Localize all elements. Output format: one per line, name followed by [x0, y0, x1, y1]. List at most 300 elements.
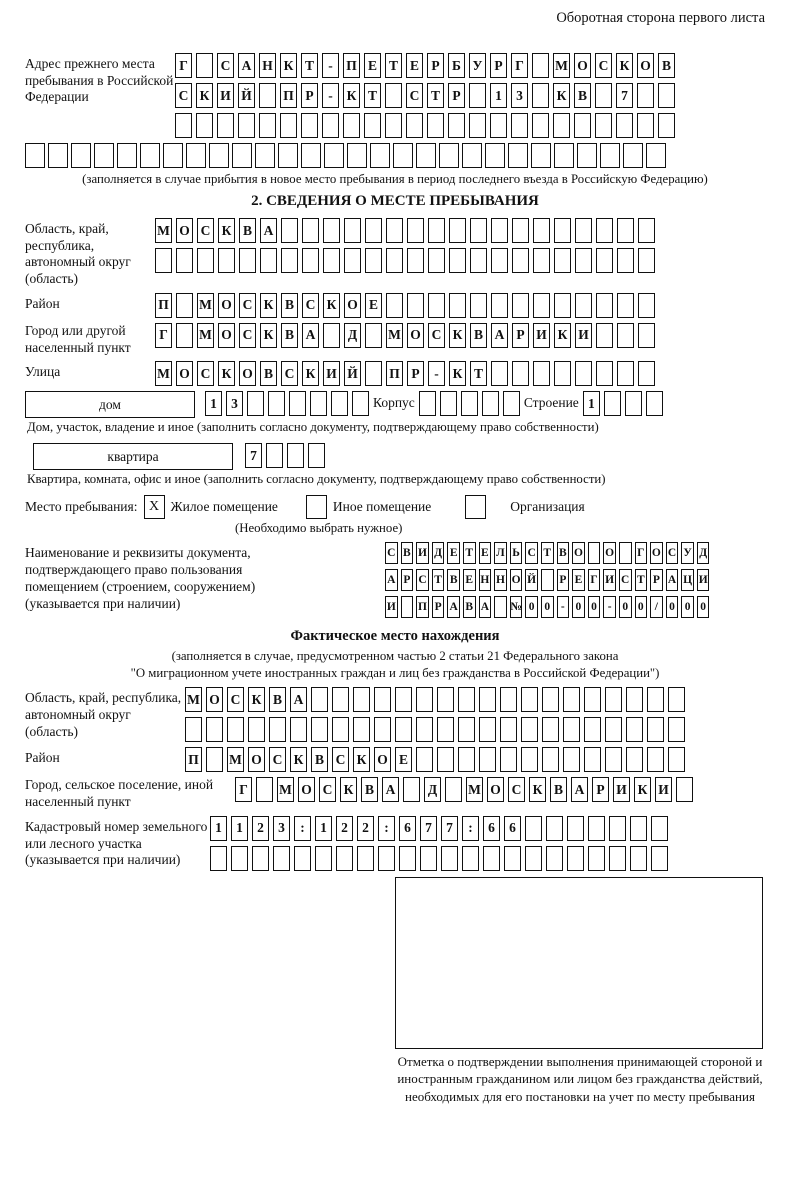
- char-cell[interactable]: С: [217, 53, 234, 78]
- char-cell[interactable]: [479, 717, 496, 742]
- char-cell[interactable]: 3: [511, 83, 528, 108]
- char-cell[interactable]: Й: [238, 83, 255, 108]
- char-cell[interactable]: 0: [697, 596, 710, 618]
- char-cell[interactable]: С: [239, 293, 256, 318]
- char-cell[interactable]: В: [574, 83, 591, 108]
- char-cell[interactable]: А: [238, 53, 255, 78]
- char-cell[interactable]: А: [302, 323, 319, 348]
- char-cell[interactable]: О: [206, 687, 223, 712]
- char-cell[interactable]: В: [260, 361, 277, 386]
- char-cell[interactable]: О: [374, 747, 391, 772]
- char-cell[interactable]: [668, 747, 685, 772]
- char-cell[interactable]: В: [239, 218, 256, 243]
- char-cell[interactable]: К: [449, 361, 466, 386]
- char-cell[interactable]: [347, 143, 367, 168]
- char-cell[interactable]: Р: [401, 569, 414, 591]
- char-cell[interactable]: [238, 113, 255, 138]
- char-cell[interactable]: А: [571, 777, 588, 802]
- char-cell[interactable]: [638, 218, 655, 243]
- char-cell[interactable]: [575, 293, 592, 318]
- char-cell[interactable]: [428, 293, 445, 318]
- char-cell[interactable]: Р: [301, 83, 318, 108]
- char-cell[interactable]: К: [553, 83, 570, 108]
- char-cell[interactable]: [385, 113, 402, 138]
- char-cell[interactable]: [449, 218, 466, 243]
- char-cell[interactable]: [554, 293, 571, 318]
- char-cell[interactable]: [386, 248, 403, 273]
- char-cell[interactable]: [232, 143, 252, 168]
- char-cell[interactable]: Р: [448, 83, 465, 108]
- char-cell[interactable]: [546, 816, 563, 841]
- char-cell[interactable]: 1: [583, 391, 600, 416]
- char-cell[interactable]: [617, 323, 634, 348]
- char-cell[interactable]: Д: [344, 323, 361, 348]
- char-cell[interactable]: [546, 846, 563, 871]
- char-cell[interactable]: [638, 361, 655, 386]
- char-cell[interactable]: [445, 777, 462, 802]
- char-cell[interactable]: С: [302, 293, 319, 318]
- char-cell[interactable]: [403, 777, 420, 802]
- char-cell[interactable]: В: [658, 53, 675, 78]
- char-cell[interactable]: С: [281, 361, 298, 386]
- char-cell[interactable]: О: [407, 323, 424, 348]
- char-cell[interactable]: М: [155, 218, 172, 243]
- char-cell[interactable]: Д: [424, 777, 441, 802]
- char-cell[interactable]: [176, 248, 193, 273]
- char-cell[interactable]: [365, 323, 382, 348]
- char-cell[interactable]: [470, 248, 487, 273]
- char-cell[interactable]: 6: [483, 816, 500, 841]
- char-cell[interactable]: [563, 717, 580, 742]
- char-cell[interactable]: [462, 846, 479, 871]
- char-cell[interactable]: [605, 747, 622, 772]
- char-cell[interactable]: [48, 143, 68, 168]
- char-cell[interactable]: С: [416, 569, 429, 591]
- char-cell[interactable]: [577, 143, 597, 168]
- char-cell[interactable]: [206, 747, 223, 772]
- char-cell[interactable]: [554, 143, 574, 168]
- char-cell[interactable]: Н: [494, 569, 507, 591]
- char-cell[interactable]: [206, 717, 223, 742]
- char-cell[interactable]: [370, 143, 390, 168]
- char-cell[interactable]: [596, 293, 613, 318]
- char-cell[interactable]: [521, 747, 538, 772]
- char-cell[interactable]: С: [385, 542, 398, 564]
- char-cell[interactable]: [395, 687, 412, 712]
- char-cell[interactable]: [504, 846, 521, 871]
- char-cell[interactable]: [531, 143, 551, 168]
- char-cell[interactable]: [605, 717, 622, 742]
- char-cell[interactable]: Т: [432, 569, 445, 591]
- char-cell[interactable]: [575, 361, 592, 386]
- char-cell[interactable]: [511, 113, 528, 138]
- char-cell[interactable]: [378, 846, 395, 871]
- char-cell[interactable]: К: [554, 323, 571, 348]
- char-cell[interactable]: С: [269, 747, 286, 772]
- char-cell[interactable]: К: [218, 361, 235, 386]
- char-cell[interactable]: М: [185, 687, 202, 712]
- char-cell[interactable]: [469, 113, 486, 138]
- char-cell[interactable]: [470, 293, 487, 318]
- char-cell[interactable]: [676, 777, 693, 802]
- char-cell[interactable]: [353, 687, 370, 712]
- char-cell[interactable]: С: [227, 687, 244, 712]
- char-cell[interactable]: [427, 113, 444, 138]
- char-cell[interactable]: С: [197, 361, 214, 386]
- char-cell[interactable]: И: [575, 323, 592, 348]
- char-cell[interactable]: П: [416, 596, 429, 618]
- char-cell[interactable]: [575, 218, 592, 243]
- char-cell[interactable]: [252, 846, 269, 871]
- char-cell[interactable]: 0: [588, 596, 601, 618]
- char-cell[interactable]: [163, 143, 183, 168]
- char-cell[interactable]: [255, 143, 275, 168]
- char-cell[interactable]: [440, 391, 457, 416]
- char-cell[interactable]: [416, 747, 433, 772]
- char-cell[interactable]: С: [525, 542, 538, 564]
- char-cell[interactable]: [280, 113, 297, 138]
- char-cell[interactable]: С: [175, 83, 192, 108]
- char-cell[interactable]: [616, 113, 633, 138]
- char-cell[interactable]: Е: [479, 542, 492, 564]
- char-cell[interactable]: А: [491, 323, 508, 348]
- char-cell[interactable]: [210, 846, 227, 871]
- char-cell[interactable]: Б: [448, 53, 465, 78]
- char-cell[interactable]: [567, 846, 584, 871]
- char-cell[interactable]: Н: [259, 53, 276, 78]
- char-cell[interactable]: 0: [681, 596, 694, 618]
- char-cell[interactable]: [617, 293, 634, 318]
- char-cell[interactable]: [541, 569, 554, 591]
- char-cell[interactable]: Н: [479, 569, 492, 591]
- char-cell[interactable]: В: [269, 687, 286, 712]
- char-cell[interactable]: Г: [588, 569, 601, 591]
- char-cell[interactable]: [439, 143, 459, 168]
- char-cell[interactable]: [461, 391, 478, 416]
- char-cell[interactable]: [437, 717, 454, 742]
- char-cell[interactable]: [508, 143, 528, 168]
- char-cell[interactable]: [470, 218, 487, 243]
- char-cell[interactable]: О: [248, 747, 265, 772]
- char-cell[interactable]: Д: [432, 542, 445, 564]
- char-cell[interactable]: Д: [697, 542, 710, 564]
- char-cell[interactable]: [512, 218, 529, 243]
- char-cell[interactable]: [324, 143, 344, 168]
- char-cell[interactable]: 1: [490, 83, 507, 108]
- char-cell[interactable]: [268, 391, 285, 416]
- char-cell[interactable]: [668, 687, 685, 712]
- char-cell[interactable]: 1: [231, 816, 248, 841]
- char-cell[interactable]: 0: [635, 596, 648, 618]
- char-cell[interactable]: [239, 248, 256, 273]
- char-cell[interactable]: [269, 717, 286, 742]
- char-cell[interactable]: Й: [525, 569, 538, 591]
- char-cell[interactable]: П: [185, 747, 202, 772]
- char-cell[interactable]: [260, 248, 277, 273]
- char-cell[interactable]: [176, 323, 193, 348]
- char-cell[interactable]: [259, 113, 276, 138]
- char-cell[interactable]: [626, 687, 643, 712]
- char-cell[interactable]: [352, 391, 369, 416]
- char-cell[interactable]: [512, 293, 529, 318]
- char-cell[interactable]: [638, 248, 655, 273]
- char-cell[interactable]: [310, 391, 327, 416]
- char-cell[interactable]: [94, 143, 114, 168]
- char-cell[interactable]: [554, 218, 571, 243]
- char-cell[interactable]: [668, 717, 685, 742]
- char-cell[interactable]: [584, 687, 601, 712]
- char-cell[interactable]: [609, 846, 626, 871]
- char-cell[interactable]: Е: [447, 542, 460, 564]
- char-cell[interactable]: К: [343, 83, 360, 108]
- char-cell[interactable]: [500, 687, 517, 712]
- char-cell[interactable]: [266, 443, 283, 468]
- char-cell[interactable]: [588, 846, 605, 871]
- char-cell[interactable]: [155, 248, 172, 273]
- char-cell[interactable]: И: [697, 569, 710, 591]
- char-cell[interactable]: [532, 83, 549, 108]
- char-cell[interactable]: 0: [541, 596, 554, 618]
- char-cell[interactable]: В: [361, 777, 378, 802]
- char-cell[interactable]: [482, 391, 499, 416]
- char-cell[interactable]: С: [239, 323, 256, 348]
- char-cell[interactable]: Е: [395, 747, 412, 772]
- char-cell[interactable]: [401, 596, 414, 618]
- char-cell[interactable]: [117, 143, 137, 168]
- char-cell[interactable]: 7: [616, 83, 633, 108]
- char-cell[interactable]: К: [280, 53, 297, 78]
- char-cell[interactable]: О: [218, 323, 235, 348]
- char-cell[interactable]: [448, 113, 465, 138]
- char-cell[interactable]: К: [449, 323, 466, 348]
- char-cell[interactable]: [512, 361, 529, 386]
- char-cell[interactable]: Е: [365, 293, 382, 318]
- char-cell[interactable]: [393, 143, 413, 168]
- char-cell[interactable]: С: [197, 218, 214, 243]
- char-cell[interactable]: [311, 687, 328, 712]
- char-cell[interactable]: П: [343, 53, 360, 78]
- char-cell[interactable]: К: [260, 293, 277, 318]
- char-cell[interactable]: О: [344, 293, 361, 318]
- char-cell[interactable]: [176, 293, 193, 318]
- char-cell[interactable]: И: [655, 777, 672, 802]
- char-cell[interactable]: [532, 113, 549, 138]
- char-cell[interactable]: 6: [399, 816, 416, 841]
- char-cell[interactable]: [533, 248, 550, 273]
- char-cell[interactable]: А: [385, 569, 398, 591]
- char-cell[interactable]: [617, 248, 634, 273]
- char-cell[interactable]: [428, 218, 445, 243]
- char-cell[interactable]: И: [416, 542, 429, 564]
- char-cell[interactable]: [343, 113, 360, 138]
- char-cell[interactable]: [416, 143, 436, 168]
- char-cell[interactable]: [289, 391, 306, 416]
- char-cell[interactable]: 2: [252, 816, 269, 841]
- char-cell[interactable]: С: [619, 569, 632, 591]
- char-cell[interactable]: Е: [406, 53, 423, 78]
- char-cell[interactable]: М: [227, 747, 244, 772]
- char-cell[interactable]: [399, 846, 416, 871]
- char-cell[interactable]: [256, 777, 273, 802]
- char-cell[interactable]: О: [650, 542, 663, 564]
- char-cell[interactable]: [259, 83, 276, 108]
- char-cell[interactable]: Т: [427, 83, 444, 108]
- char-cell[interactable]: [638, 293, 655, 318]
- char-cell[interactable]: У: [681, 542, 694, 564]
- char-cell[interactable]: :: [378, 816, 395, 841]
- char-cell[interactable]: [290, 717, 307, 742]
- char-cell[interactable]: С: [406, 83, 423, 108]
- char-cell[interactable]: [332, 687, 349, 712]
- char-cell[interactable]: [521, 687, 538, 712]
- char-cell[interactable]: [647, 687, 664, 712]
- char-cell[interactable]: А: [666, 569, 679, 591]
- char-cell[interactable]: [500, 717, 517, 742]
- char-cell[interactable]: Ь: [510, 542, 523, 564]
- char-cell[interactable]: 2: [336, 816, 353, 841]
- char-cell[interactable]: Е: [364, 53, 381, 78]
- stay-type-checkbox-organization[interactable]: [465, 495, 486, 519]
- char-cell[interactable]: [365, 248, 382, 273]
- char-cell[interactable]: [365, 361, 382, 386]
- char-cell[interactable]: [637, 83, 654, 108]
- char-cell[interactable]: [500, 747, 517, 772]
- char-cell[interactable]: [323, 248, 340, 273]
- char-cell[interactable]: К: [323, 293, 340, 318]
- char-cell[interactable]: Р: [490, 53, 507, 78]
- char-cell[interactable]: О: [510, 569, 523, 591]
- char-cell[interactable]: [542, 687, 559, 712]
- char-cell[interactable]: [604, 391, 621, 416]
- char-cell[interactable]: В: [470, 323, 487, 348]
- char-cell[interactable]: :: [294, 816, 311, 841]
- char-cell[interactable]: [462, 143, 482, 168]
- char-cell[interactable]: [525, 846, 542, 871]
- char-cell[interactable]: [596, 218, 613, 243]
- char-cell[interactable]: [609, 816, 626, 841]
- char-cell[interactable]: [533, 293, 550, 318]
- char-cell[interactable]: [596, 361, 613, 386]
- char-cell[interactable]: [437, 687, 454, 712]
- char-cell[interactable]: О: [298, 777, 315, 802]
- char-cell[interactable]: [503, 391, 520, 416]
- char-cell[interactable]: Т: [541, 542, 554, 564]
- char-cell[interactable]: Г: [511, 53, 528, 78]
- char-cell[interactable]: [25, 143, 45, 168]
- char-cell[interactable]: И: [323, 361, 340, 386]
- char-cell[interactable]: Р: [407, 361, 424, 386]
- char-cell[interactable]: А: [290, 687, 307, 712]
- char-cell[interactable]: О: [572, 542, 585, 564]
- char-cell[interactable]: 6: [504, 816, 521, 841]
- char-cell[interactable]: И: [385, 596, 398, 618]
- char-cell[interactable]: [630, 846, 647, 871]
- char-cell[interactable]: [186, 143, 206, 168]
- char-cell[interactable]: М: [155, 361, 172, 386]
- char-cell[interactable]: И: [603, 569, 616, 591]
- char-cell[interactable]: Р: [512, 323, 529, 348]
- char-cell[interactable]: К: [529, 777, 546, 802]
- char-cell[interactable]: [344, 218, 361, 243]
- char-cell[interactable]: [584, 717, 601, 742]
- char-cell[interactable]: О: [176, 361, 193, 386]
- char-cell[interactable]: [600, 143, 620, 168]
- char-cell[interactable]: Р: [592, 777, 609, 802]
- char-cell[interactable]: Р: [432, 596, 445, 618]
- char-cell[interactable]: 0: [572, 596, 585, 618]
- char-cell[interactable]: А: [382, 777, 399, 802]
- char-cell[interactable]: [273, 846, 290, 871]
- char-cell[interactable]: П: [155, 293, 172, 318]
- char-cell[interactable]: И: [533, 323, 550, 348]
- char-cell[interactable]: [441, 846, 458, 871]
- char-cell[interactable]: Т: [364, 83, 381, 108]
- char-cell[interactable]: [533, 361, 550, 386]
- char-cell[interactable]: 2: [357, 816, 374, 841]
- char-cell[interactable]: [302, 218, 319, 243]
- char-cell[interactable]: М: [466, 777, 483, 802]
- char-cell[interactable]: [185, 717, 202, 742]
- char-cell[interactable]: [197, 248, 214, 273]
- char-cell[interactable]: [588, 816, 605, 841]
- char-cell[interactable]: 0: [525, 596, 538, 618]
- char-cell[interactable]: [308, 443, 325, 468]
- char-cell[interactable]: [490, 113, 507, 138]
- char-cell[interactable]: [651, 846, 668, 871]
- char-cell[interactable]: [617, 218, 634, 243]
- char-cell[interactable]: [619, 542, 632, 564]
- char-cell[interactable]: [646, 143, 666, 168]
- char-cell[interactable]: [278, 143, 298, 168]
- char-cell[interactable]: Т: [301, 53, 318, 78]
- char-cell[interactable]: 7: [245, 443, 262, 468]
- char-cell[interactable]: [386, 218, 403, 243]
- char-cell[interactable]: Г: [175, 53, 192, 78]
- char-cell[interactable]: [416, 717, 433, 742]
- char-cell[interactable]: [353, 717, 370, 742]
- char-cell[interactable]: [281, 218, 298, 243]
- char-cell[interactable]: [323, 323, 340, 348]
- char-cell[interactable]: А: [479, 596, 492, 618]
- char-cell[interactable]: [311, 717, 328, 742]
- char-cell[interactable]: 1: [210, 816, 227, 841]
- char-cell[interactable]: [469, 83, 486, 108]
- char-cell[interactable]: К: [302, 361, 319, 386]
- char-cell[interactable]: [419, 391, 436, 416]
- char-cell[interactable]: Т: [635, 569, 648, 591]
- char-cell[interactable]: [595, 113, 612, 138]
- char-cell[interactable]: Г: [635, 542, 648, 564]
- char-cell[interactable]: П: [386, 361, 403, 386]
- char-cell[interactable]: В: [401, 542, 414, 564]
- char-cell[interactable]: М: [553, 53, 570, 78]
- char-cell[interactable]: [344, 248, 361, 273]
- char-cell[interactable]: М: [197, 293, 214, 318]
- char-cell[interactable]: [458, 687, 475, 712]
- char-cell[interactable]: [575, 248, 592, 273]
- char-cell[interactable]: П: [280, 83, 297, 108]
- char-cell[interactable]: [385, 83, 402, 108]
- char-cell[interactable]: [491, 248, 508, 273]
- char-cell[interactable]: Л: [494, 542, 507, 564]
- char-cell[interactable]: Г: [235, 777, 252, 802]
- char-cell[interactable]: В: [557, 542, 570, 564]
- char-cell[interactable]: И: [613, 777, 630, 802]
- char-cell[interactable]: [247, 391, 264, 416]
- char-cell[interactable]: 0: [666, 596, 679, 618]
- char-cell[interactable]: [140, 143, 160, 168]
- char-cell[interactable]: Ц: [681, 569, 694, 591]
